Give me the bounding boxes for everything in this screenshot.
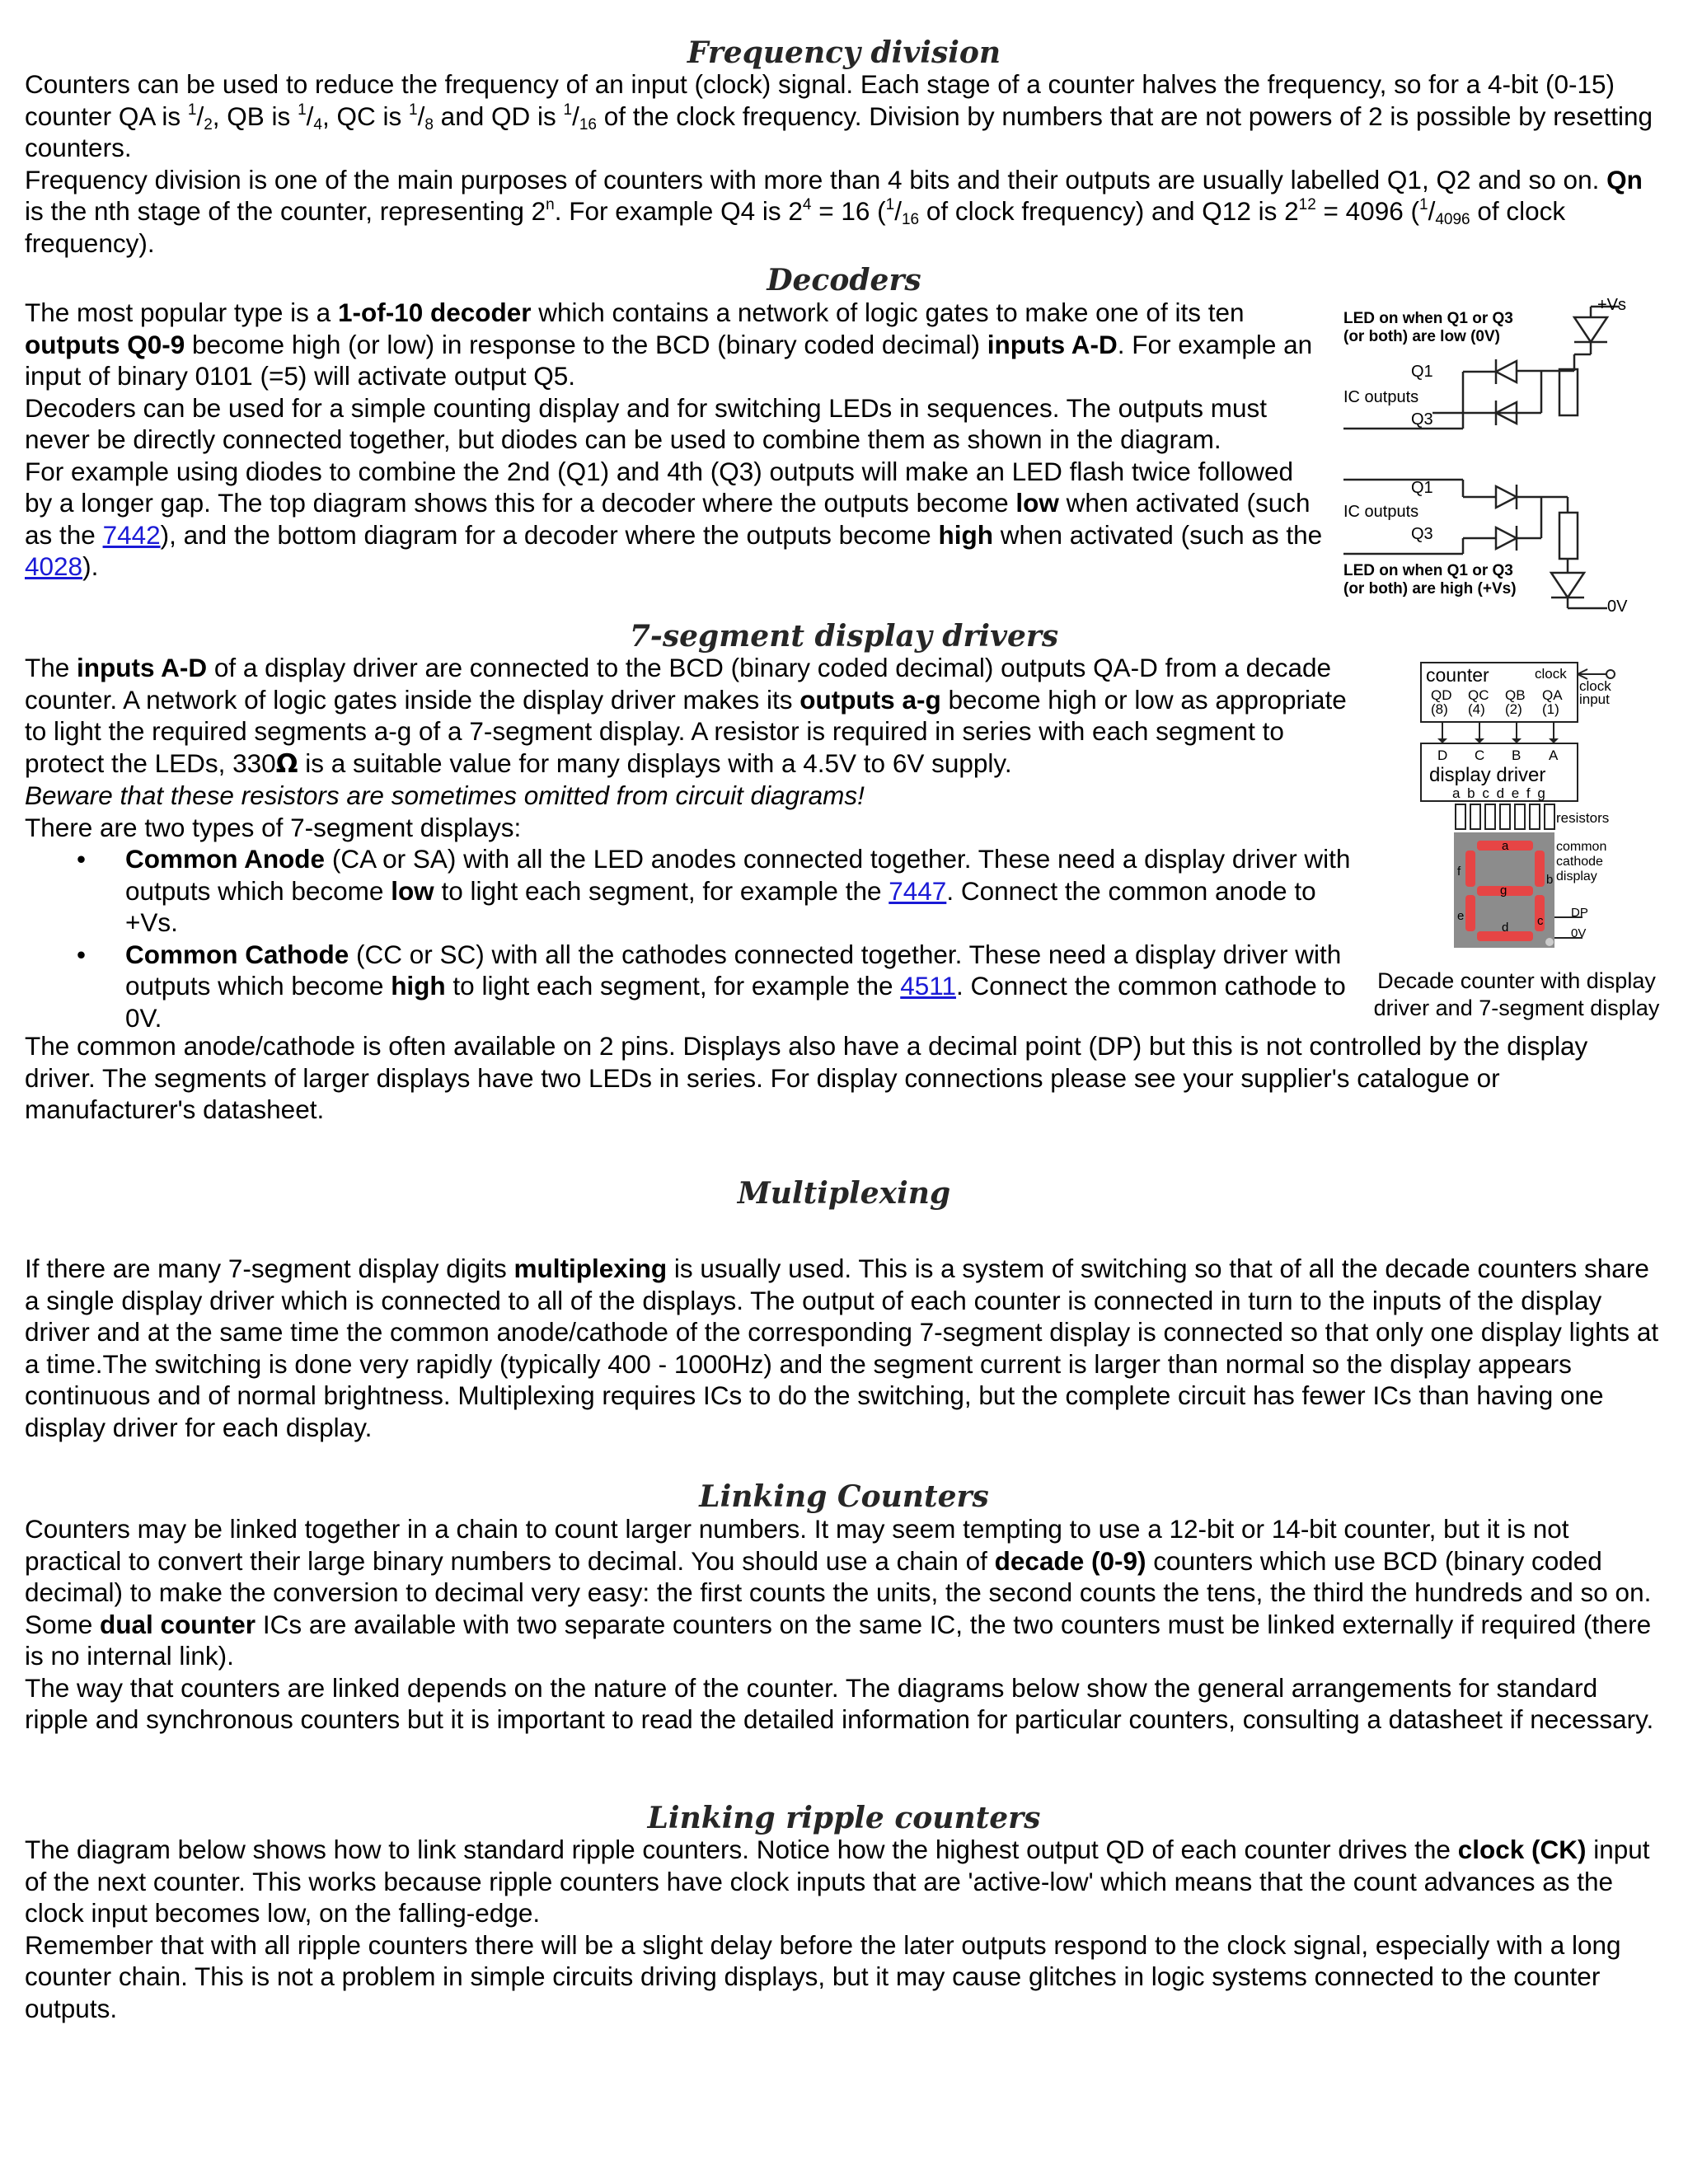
decoders-paragraph-1: The most popular type is a 1-of-10 decoder which contains a network of logic gates to make one of its ten outputs Q0-9 become high (or low) in response to the BCD (binary coded decimal) inputs A-D. For example an input of binary 0101 (=5) will activate output Q5.: [25, 298, 1313, 391]
link-4028[interactable]: 4028: [25, 551, 83, 581]
segment-b-label: b: [1546, 873, 1554, 887]
clock-label: clock: [1535, 666, 1567, 682]
input-d-label: D: [1437, 748, 1448, 763]
linking-paragraph-1: Counters may be linked together in a chain to count larger numbers. It may seem tempting to use a 12-bit or 14-bit counter, but it is not practical to convert their large binary numbers to decimal. You should use a chain of decade (0-9) counters which use BCD (binary coded decimal) to make the conversion to decimal very easy: the first counts the units, the second counts the tens, the third the hundreds and so on.: [25, 1514, 1652, 1607]
seg-beware: Beware that these resistors are sometimes omitted from circuit diagrams!: [25, 780, 865, 810]
display-driver-caption: Decade counter with display driver and 7-segment display: [1373, 968, 1660, 1020]
heading-decoders: Decoders: [767, 263, 921, 298]
seg-types: There are two types of 7-segment displays:: [25, 812, 522, 842]
seg-end-block: [25, 1030, 1665, 1126]
seg-paragraph-end: The common anode/cathode is often available on 2 pins. Displays also have a decimal point (DP) but this is not controlled by the display driver. The segments of larger displays have two LEDs in series. For display connections please see your supplier's catalogue or manufacturer's datasheet.: [25, 1031, 1588, 1124]
dp-label: DP: [1571, 906, 1588, 920]
ic-outputs-label-top: IC outputs: [1343, 388, 1419, 406]
segment-d-label: d: [1502, 921, 1509, 935]
input-c-label: C: [1475, 748, 1485, 763]
segment-f-label: f: [1457, 865, 1461, 879]
counter-label: counter: [1426, 664, 1489, 686]
diode-bottom-label-2: (or both) are high (+Vs): [1343, 580, 1517, 598]
driver-zero-v-label: 0V: [1571, 926, 1587, 940]
linking-paragraph-3: The way that counters are linked depends on the nature of the counter. The diagrams below show the general arrangements for standard ripple and synchronous counters but it is important to read the detailed information for particular counters, consulting a datasheet if necessary.: [25, 1672, 1654, 1734]
heading-frequency-division: Frequency division: [687, 35, 1001, 70]
freq-paragraph-1: Counters can be used to reduce the frequency of an input (clock) signal. Each stage of a counter halves the frequency, so for a 4-bit (0-15) counter QA is $^1/_2$, QB is $^1/_4$, QC is $^1/_8$ and QD is $^1/_{16}$ of the clock frequency. Division by numbers that are not powers of 2 is possible by resetting counters.: [25, 69, 1653, 162]
weight-1: (1): [1542, 701, 1559, 717]
q3-label-bottom: Q3: [1411, 525, 1433, 543]
qb-label: QB: [1505, 687, 1526, 703]
weight-8: (8): [1431, 701, 1448, 717]
ripple-paragraph-1: The diagram below shows how to link standard ripple counters. Notice how the highest output QD of each counter drives the clock (CK) input of the next counter. This works because ripple counters have clock inputs that are 'active-low' which means that the count advances as the clock input becomes low, on the falling-edge.: [25, 1835, 1650, 1928]
display-driver-diagram: [1418, 659, 1665, 956]
section-decoders: [25, 297, 1327, 583]
cathode-label: cathode: [1556, 855, 1603, 869]
display-types-list: [25, 843, 1368, 1033]
section-linking-ripple-counters: [25, 1834, 1665, 2024]
display-driver-label: display driver: [1429, 764, 1546, 786]
common-label: common: [1556, 840, 1607, 854]
heading-7-segment: 7-segment display drivers: [629, 619, 1059, 654]
list-item: • Common Anode (CA or SA) with all the LED anodes connected together. These need a display driver with outputs which become low to light each segment, for example the 7447. Connect the common anode to +Vs.: [77, 844, 1351, 937]
seg-paragraph-1: The inputs A-D of a display driver are connected to the BCD (binary coded decimal) outputs QA-D from a decade counter. A network of logic gates inside the display driver makes its outputs a-g become high or low as appropriate to light the required segments a-g of a 7-segment display. A resistor is required in series with each segment to protect the LEDs, 330Ω is a suitable value for many displays with a 4.5V to 6V supply.: [25, 653, 1347, 779]
segment-g-label: g: [1500, 883, 1507, 898]
section-multiplexing: [25, 1253, 1665, 1443]
display-label: display: [1556, 869, 1597, 883]
input-a-label: A: [1549, 748, 1559, 763]
clock-input-label-1: clock: [1579, 678, 1611, 694]
q1-label-bottom: Q1: [1411, 479, 1433, 497]
segment-c-label: c: [1537, 914, 1544, 928]
freq-paragraph-2: Frequency division is one of the main purposes of counters with more than 4 bits and their outputs are usually labelled Q1, Q2 and so on. Qn is the nth stage of the counter, representing 2$^n$. For example Q4 is $2^4 = 16$ ($^1/_{16}$ of clock frequency) and Q12 is $2^{12} = 4096$ ($^1/_{4096}$ of clock frequency).: [25, 164, 1643, 258]
zero-v-label: 0V: [1607, 598, 1628, 616]
section-frequency-division: [25, 68, 1665, 259]
list-item: • Common Cathode (CC or SC) with all the cathodes connected together. These need a display driver with outputs which become high to light each segment, for example the 4511. Connect the common cathode to 0V.: [77, 939, 1346, 1033]
resistors-label: resistors: [1556, 810, 1610, 826]
heading-linking-counters: Linking Counters: [699, 1479, 989, 1514]
decoders-paragraph-2: Decoders can be used for a simple counting display and for switching LEDs in sequences. The outputs must never be directly connected together, but diodes can be used to combine them as shown in the diagram.: [25, 392, 1268, 454]
ic-outputs-label-bottom: IC outputs: [1343, 503, 1419, 521]
diode-bottom-label-1: LED on when Q1 or Q3: [1343, 562, 1513, 579]
q1-label-top: Q1: [1411, 363, 1433, 381]
segment-a-label: a: [1502, 839, 1509, 853]
heading-multiplexing: Multiplexing: [737, 1176, 951, 1211]
qa-label: QA: [1542, 687, 1563, 703]
linking-paragraph-2: Some dual counter ICs are available with two separate counters on the same IC, the two counters must be linked externally if required (there is no internal link).: [25, 1609, 1652, 1671]
weight-2: (2): [1505, 701, 1522, 717]
multiplexing-paragraph: If there are many 7-segment display digits multiplexing is usually used. This is a system of switching so that of all the decade counters share a single display driver which is connected to all of the displays. The output of each counter is connected in turn to the inputs of the display driver and at the same time the common anode/cathode of the corresponding 7-segment display is connected so that only one display lights at a time.The switching is done very rapidly (typically 400 - 1000Hz) and the segment current is larger than normal so the display appears continuous and of normal brightness. Multiplexing requires ICs to do the switching, but the complete circuit has fewer ICs than having one display driver for each display.: [25, 1254, 1659, 1442]
qd-label: QD: [1431, 687, 1452, 703]
link-7447[interactable]: 7447: [889, 875, 947, 906]
input-b-label: B: [1512, 748, 1522, 763]
segment-e-label: e: [1457, 909, 1465, 923]
vs-label: +Vs: [1597, 297, 1627, 314]
diode-top-label-2: (or both) are low (0V): [1343, 328, 1500, 345]
section-7-segment: [25, 652, 1368, 1033]
decoders-paragraph-3: For example using diodes to combine the 2nd (Q1) and 4th (Q3) outputs will make an LED flash twice followed by a longer gap. The top diagram shows this for a decoder where the outputs become low when activated (such as the 7442), and the bottom diagram for a decoder where the outputs become high when activated (such as the 4028).: [25, 456, 1323, 581]
link-4511[interactable]: 4511: [900, 971, 956, 1001]
weight-4: (4): [1468, 701, 1485, 717]
diode-top-label-1: LED on when Q1 or Q3: [1343, 310, 1513, 327]
clock-input-label-2: input: [1579, 691, 1610, 707]
link-7442[interactable]: 7442: [102, 519, 161, 550]
qc-label: QC: [1468, 687, 1489, 703]
segment-outputs-label: a b c d e f g: [1452, 785, 1547, 801]
heading-linking-ripple-counters: Linking ripple counters: [647, 1801, 1041, 1835]
section-linking-counters: [25, 1513, 1665, 1736]
q3-label-top: Q3: [1411, 410, 1433, 429]
diode-combining-diagram: [1343, 297, 1640, 618]
ripple-paragraph-2: Remember that with all ripple counters there will be a slight delay before the later outputs respond to the clock signal, especially with a long counter chain. This is not a problem in simple circuits driving displays, but it may cause glitches in logic systems connected to the counter outputs.: [25, 1929, 1621, 2023]
